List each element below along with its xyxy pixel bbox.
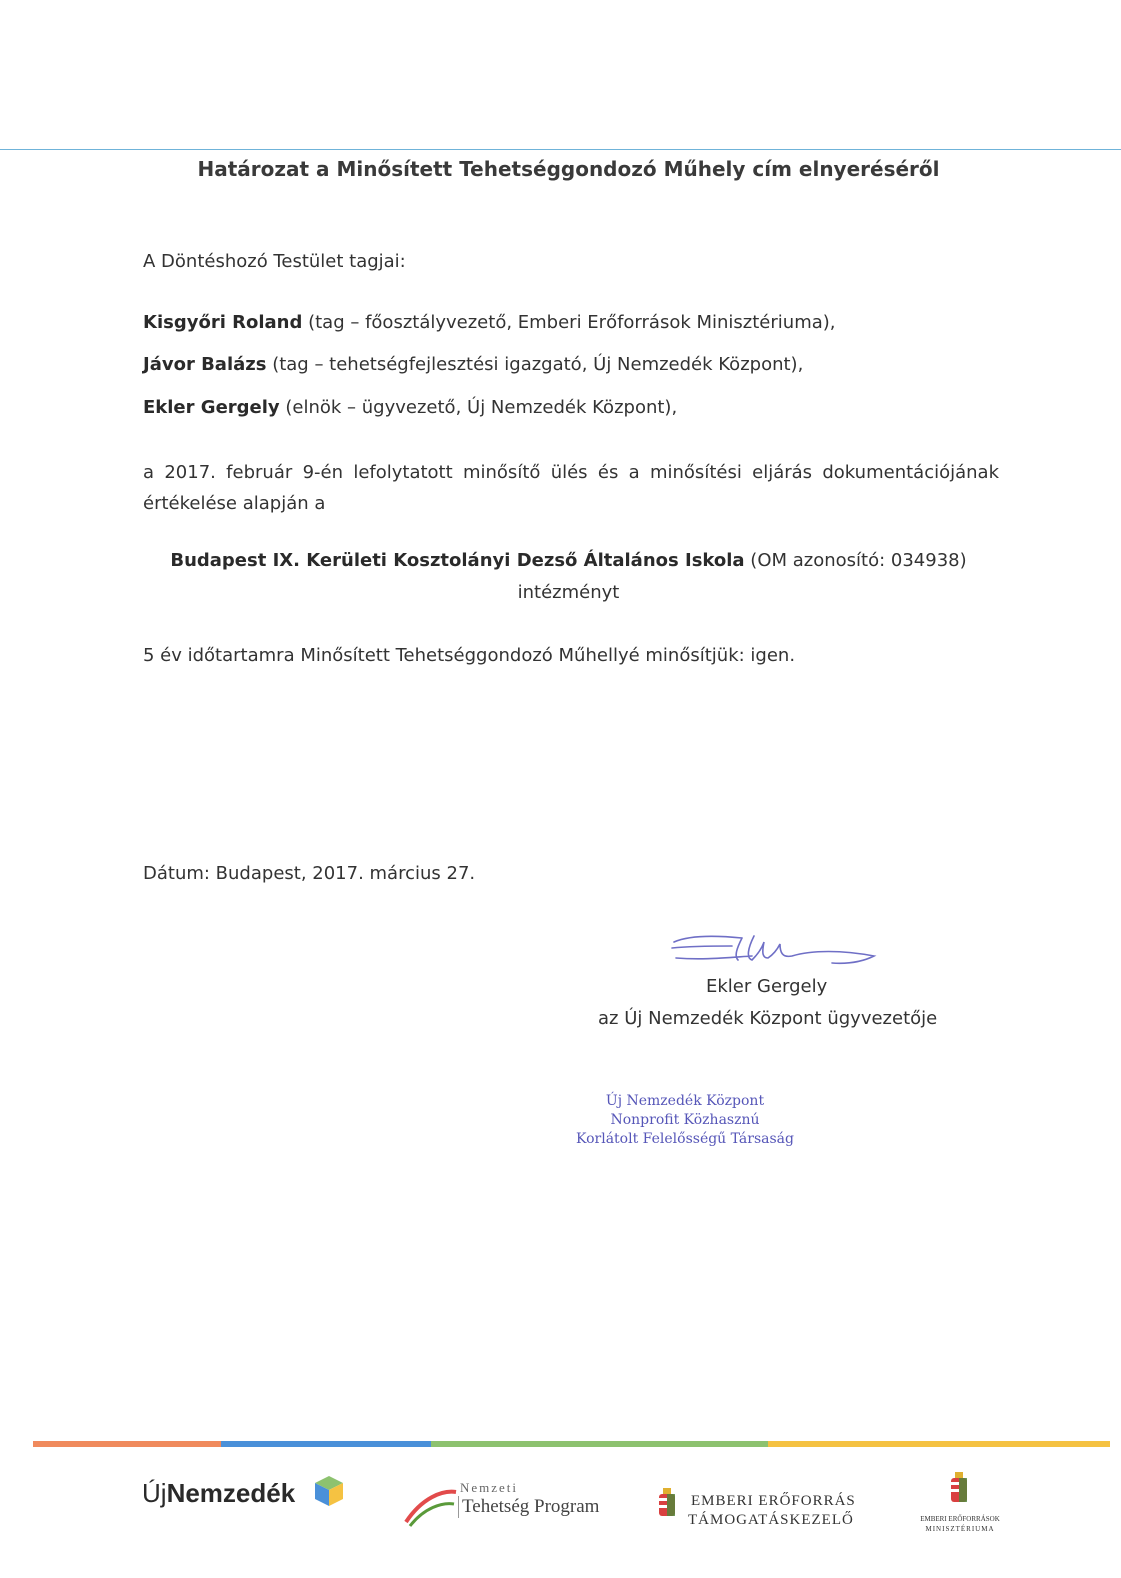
document-title: Határozat a Minősített Tehetséggondozó Műhely cím elnyeréséről — [197, 157, 940, 181]
member-1-name: Kisgyőri Roland — [143, 312, 303, 333]
member-3-name: Ekler Gergely — [143, 397, 280, 418]
ntp-logo-icon — [402, 1478, 458, 1528]
uj-nemzedek-logo-main: Nemzedék — [166, 1478, 296, 1508]
stamp-line-3: Korlátolt Felelősségű Társaság — [576, 1131, 794, 1147]
member-3-role: (elnök – ügyvezető, Új Nemzedék Központ), — [279, 397, 678, 418]
uj-nemzedek-logo-pre: Új — [142, 1478, 167, 1508]
evaluation-paragraph: a 2017. február 9-én lefolytatott minősítő ülés és a minősítési eljárás dokumentációjának értékelése alapján a — [143, 462, 999, 514]
ntp-logo-bottom: Tehetség Program — [458, 1496, 599, 1518]
institution-om: (OM azonosító: 034938) — [744, 550, 967, 571]
member-2-name: Jávor Balázs — [143, 354, 267, 375]
eft-logo-top: EMBERI ERŐFORRÁS — [691, 1493, 856, 1509]
stamp — [520, 1092, 850, 1149]
intro-text: A Döntéshozó Testület tagjai: — [143, 251, 406, 272]
footer-bar-blue — [221, 1441, 431, 1447]
stamp-line-1: Új Nemzedék Központ — [605, 1093, 765, 1109]
emmi-logo-top: EMBERI ERŐFORRÁSOK — [920, 1515, 1000, 1523]
signatory-name: Ekler Gergely — [706, 976, 828, 997]
emmi-logo-bottom: MINISZTÉRIUMA — [925, 1525, 995, 1533]
institution-line — [0, 550, 1121, 571]
member-1 — [143, 312, 836, 333]
member-2 — [143, 354, 803, 375]
member-3 — [143, 397, 677, 418]
uj-nemzedek-logo — [142, 1478, 295, 1509]
header-rule — [0, 149, 1121, 150]
decision-text: 5 év időtartamra Minősített Tehetséggondozó Műhellyé minősítjük: igen. — [143, 645, 796, 666]
signature-scribble — [662, 928, 882, 978]
ntp-logo-top: Nemzeti — [460, 1480, 519, 1495]
footer-bar-orange — [33, 1441, 221, 1447]
coat-of-arms-icon — [656, 1486, 678, 1526]
institution-suffix: intézményt — [517, 582, 620, 603]
member-2-role: (tag – tehetségfejlesztési igazgató, Új Nemzedék Központ), — [266, 354, 804, 375]
cube-logo-icon — [312, 1474, 346, 1508]
footer-bar-yellow — [768, 1441, 1110, 1447]
institution-name: Budapest IX. Kerületi Kosztolányi Dezső Általános Iskola — [170, 550, 745, 571]
eft-logo-bottom: TÁMOGATÁSKEZELŐ — [688, 1512, 854, 1528]
stamp-line-2: Nonprofit Közhasznú — [610, 1112, 760, 1128]
member-1-role: (tag – főosztályvezető, Emberi Erőforrások Minisztériuma), — [302, 312, 836, 333]
date-text: Dátum: Budapest, 2017. március 27. — [143, 863, 476, 884]
footer-bar-green — [431, 1441, 768, 1447]
emmi-coat-of-arms-icon — [948, 1470, 970, 1510]
signatory-role: az Új Nemzedék Központ ügyvezetője — [598, 1008, 938, 1029]
